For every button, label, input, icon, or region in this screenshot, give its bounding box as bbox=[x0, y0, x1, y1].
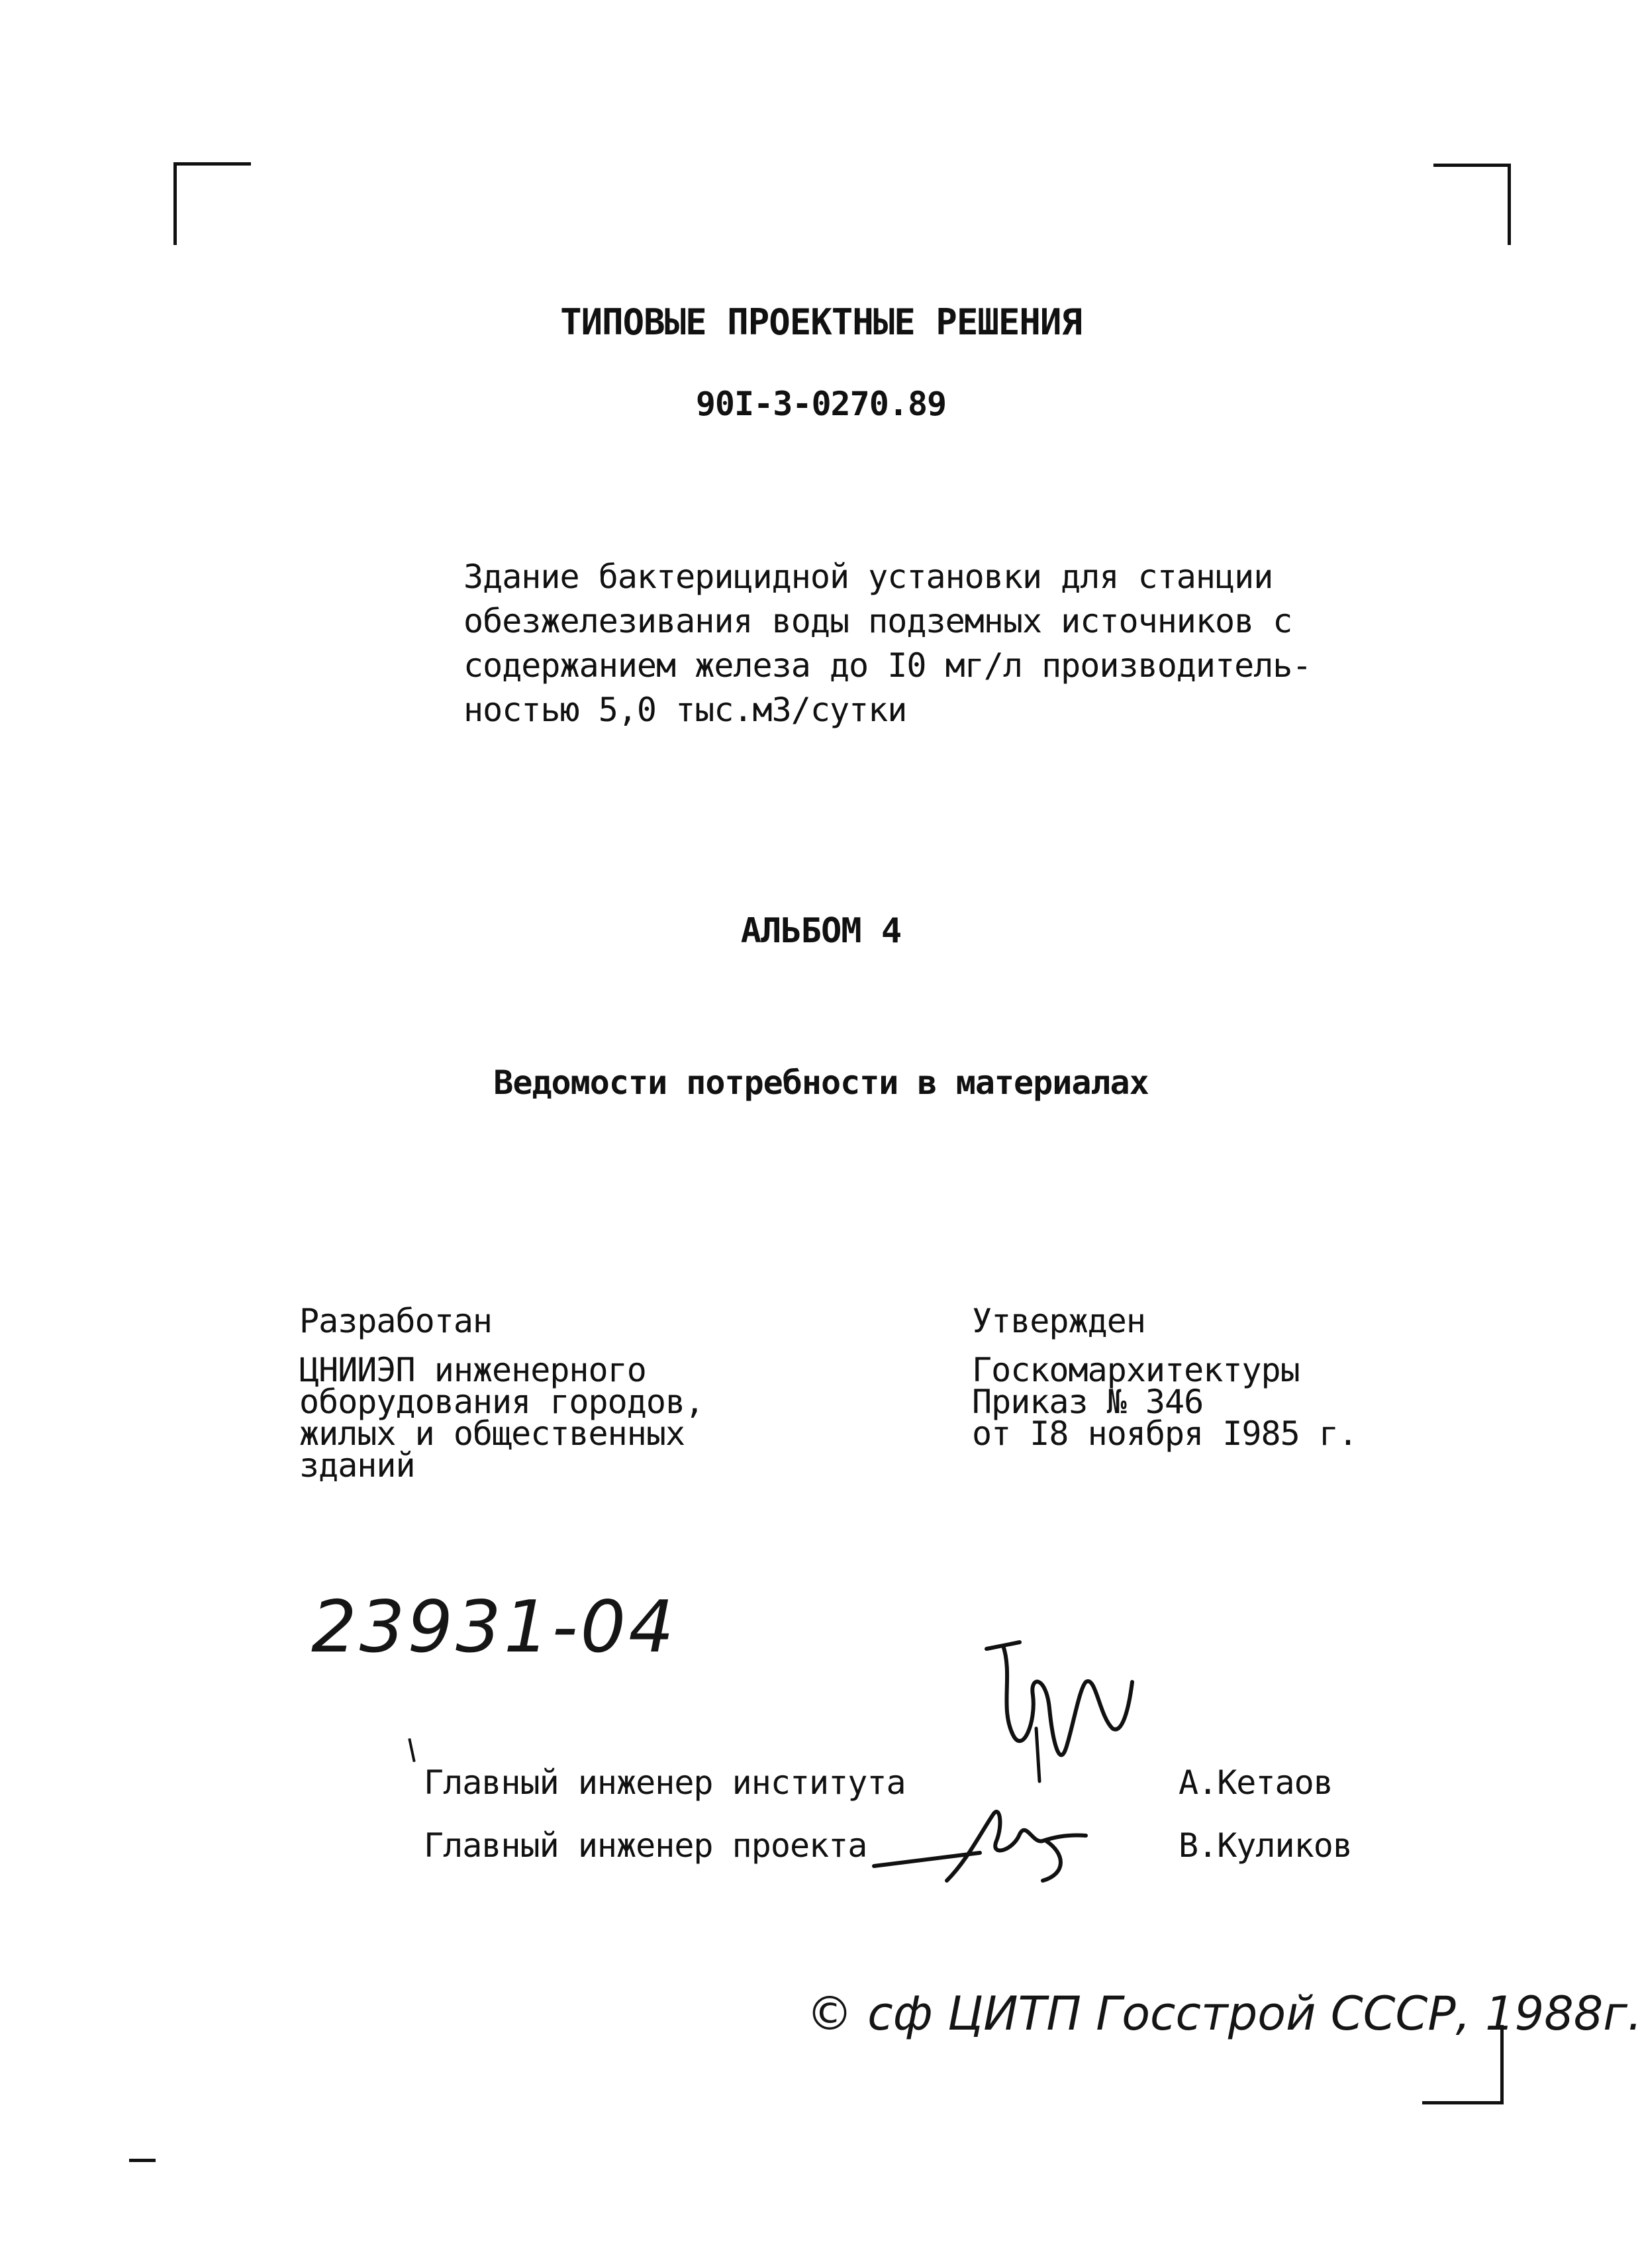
album-label: АЛЬБОМ 4 bbox=[740, 911, 902, 951]
approved-label: Утвержден bbox=[972, 1302, 1145, 1340]
project-description bbox=[463, 555, 1312, 732]
signatory-name: А.Кетаов bbox=[1179, 1763, 1333, 1802]
copyright-stamp bbox=[806, 1987, 1642, 2041]
signatory-role: Главный инженер института bbox=[424, 1763, 906, 1802]
series-code: 90I-3-0270.89 bbox=[695, 385, 947, 423]
approval-line: Госкомархитектуры bbox=[972, 1351, 1300, 1389]
developed-label: Разработан bbox=[299, 1302, 493, 1340]
developer-org-line: зданий bbox=[299, 1446, 415, 1485]
developer-org-line: жилых и общественных bbox=[299, 1414, 685, 1453]
copyright-text: сф ЦИТП Госстрой СССР, 1988г. bbox=[867, 1987, 1642, 2041]
description-line: содержанием железа до I0 мг/л производитель- bbox=[463, 646, 1312, 685]
description-line: Здание бактерицидной установки для станции bbox=[463, 558, 1273, 596]
signature-tick-mark bbox=[408, 1738, 415, 1762]
signature-chief-engineer-project bbox=[867, 1788, 1119, 1900]
approved-block bbox=[972, 1301, 1358, 1453]
document-title: ТИПОВЫЕ ПРОЕКТНЫЕ РЕШЕНИЯ bbox=[560, 301, 1082, 343]
signatory-role: Главный инженер проекта bbox=[424, 1826, 867, 1865]
margin-dash bbox=[129, 2159, 156, 2162]
approval-line: от I8 ноября I985 г. bbox=[972, 1414, 1358, 1453]
description-line: обезжелезивания воды подземных источников с bbox=[463, 602, 1292, 640]
developer-org-line: ЦНИИЭП инженерного bbox=[299, 1351, 646, 1389]
signature-chief-engineer-institute bbox=[973, 1636, 1159, 1795]
album-subtitle: Ведомости потребности в материалах bbox=[493, 1063, 1149, 1102]
corner-mark-top-right bbox=[1433, 164, 1511, 245]
signatory-name: В.Куликов bbox=[1179, 1826, 1352, 1865]
developer-org-line: оборудования городов, bbox=[299, 1383, 704, 1421]
corner-mark-top-left bbox=[173, 162, 251, 245]
copyright-icon: © bbox=[806, 1987, 853, 2041]
approval-line: Приказ № 346 bbox=[972, 1383, 1204, 1421]
description-line: ностью 5,0 тыс.м3/сутки bbox=[463, 691, 907, 729]
developed-by-block bbox=[299, 1301, 704, 1485]
handwritten-document-number: 23931-04 bbox=[311, 1586, 677, 1669]
